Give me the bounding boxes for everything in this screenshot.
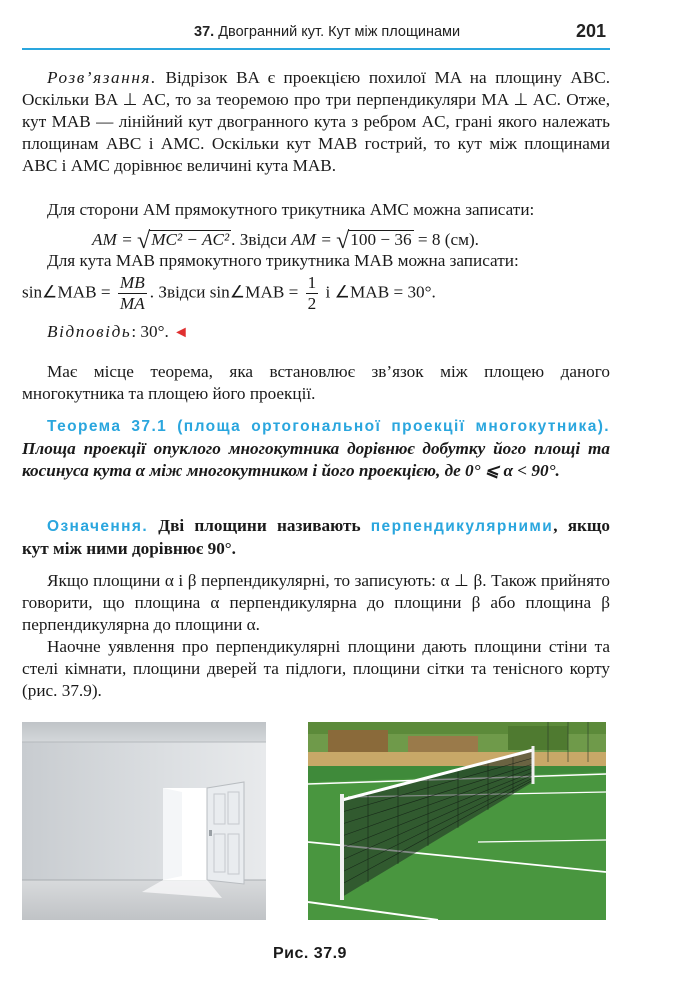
perpendicular-paragraph xyxy=(22,570,610,636)
definition-body-start: Дві площини називають xyxy=(158,516,361,535)
chapter-title xyxy=(194,24,460,40)
sin-then: . Звідси sin∠MAB = xyxy=(149,282,299,302)
chapter-number: 37. xyxy=(194,24,215,40)
am-paragraph xyxy=(22,199,610,221)
am-then: . Звідси xyxy=(231,230,287,249)
page-number: 201 xyxy=(575,21,606,41)
sin-lhs: sin∠MAB = xyxy=(22,282,111,302)
am-intro: Для сторони AM прямокутного трикутника AMC можна записати: xyxy=(47,200,535,219)
sqrt-icon: √ xyxy=(137,228,151,254)
sin-formula xyxy=(22,273,436,314)
fraction-denominator: MA xyxy=(119,294,145,313)
am-lhs2: AM = xyxy=(291,230,332,249)
answer-label: Відповідь xyxy=(47,322,132,341)
solution-paragraph xyxy=(22,67,610,177)
sin-result: і ∠MAB = 30°. xyxy=(325,282,436,302)
am-radicand: MC² − AC² xyxy=(151,230,230,249)
fraction-denominator: 2 xyxy=(307,294,317,313)
para2-text: Наочне уявлення про перпендикулярні площини дають площини стіни та стелі кімнати, площини дверей та підлоги, площини сітки та тенісного корту (рис. 37.9). xyxy=(22,637,610,700)
answer-value: : 30°. xyxy=(131,322,169,341)
definition-label: Означення. xyxy=(47,518,149,535)
para1-text: Якщо площини α і β перпендикулярні, то записують: α ⊥ β. Також прийнято говорити, що площина α перпендикулярна до площини β або площина β перпендикулярна до площини α. xyxy=(22,571,610,634)
answer-line xyxy=(22,321,610,344)
solution-text: Відрізок BA є проекцією похилої MA на площину ABC. Оскільки BA ⊥ AC, то за теоремою про три перпендикуляри MA ⊥ AC. Отже, кут MAB — лінійний кут двогранного кута з ребром AC, грані якого належать площинам ABC і AMC. Оскільки кут MAB гострий, то кут між площинами ABC і AMC дорівнює величині кута MAB. xyxy=(22,68,610,175)
fraction-numerator: MB xyxy=(119,273,145,292)
mab-intro: Для кута MAB прямокутного трикутника MAB можна записати: xyxy=(47,251,519,270)
mab-paragraph xyxy=(22,250,610,272)
sqrt-icon: √ xyxy=(336,228,350,254)
fraction-one-half xyxy=(306,273,319,314)
theorem-label: Теорема 37.1 (площа ортогональної проекції многокутника). xyxy=(47,418,610,435)
tennis-court-illustration xyxy=(308,722,606,920)
fraction-numerator: 1 xyxy=(307,273,317,292)
theorem-block xyxy=(22,415,610,482)
fraction-mb-ma xyxy=(118,273,147,314)
am-radicand2: 100 − 36 xyxy=(350,230,412,249)
room-door-illustration xyxy=(22,722,266,920)
definition-block xyxy=(22,515,610,560)
definition-term: перпендикулярними xyxy=(370,518,554,535)
running-header xyxy=(22,18,610,50)
definition-body-end: , якщо кут між ними дорівнює 90°. xyxy=(22,516,611,558)
solution-label: Розв’язання. xyxy=(47,68,157,87)
intro-paragraph xyxy=(22,361,610,405)
theorem-body: Площа проекції опуклого многокутника дорівнює добутку його площі та косинуса кута α між многокутником і його проекцією, де 0° ⩽ α < 90°. xyxy=(22,439,610,480)
intro-text: Має місце теорема, яка встановлює зв’язок між площею даного многокутника та площею його проекції. xyxy=(22,362,610,403)
room-door-photo xyxy=(22,722,266,920)
am-result: = 8 (см). xyxy=(417,230,479,249)
end-of-solution-icon: ◄ xyxy=(173,324,189,341)
example-paragraph xyxy=(22,636,610,702)
chapter-title-text: Двогранний кут. Кут між площинами xyxy=(218,24,461,40)
am-lhs: AM = xyxy=(92,230,133,249)
tennis-net-photo xyxy=(308,722,606,920)
figure-caption: Рис. 37.9 xyxy=(273,945,347,962)
